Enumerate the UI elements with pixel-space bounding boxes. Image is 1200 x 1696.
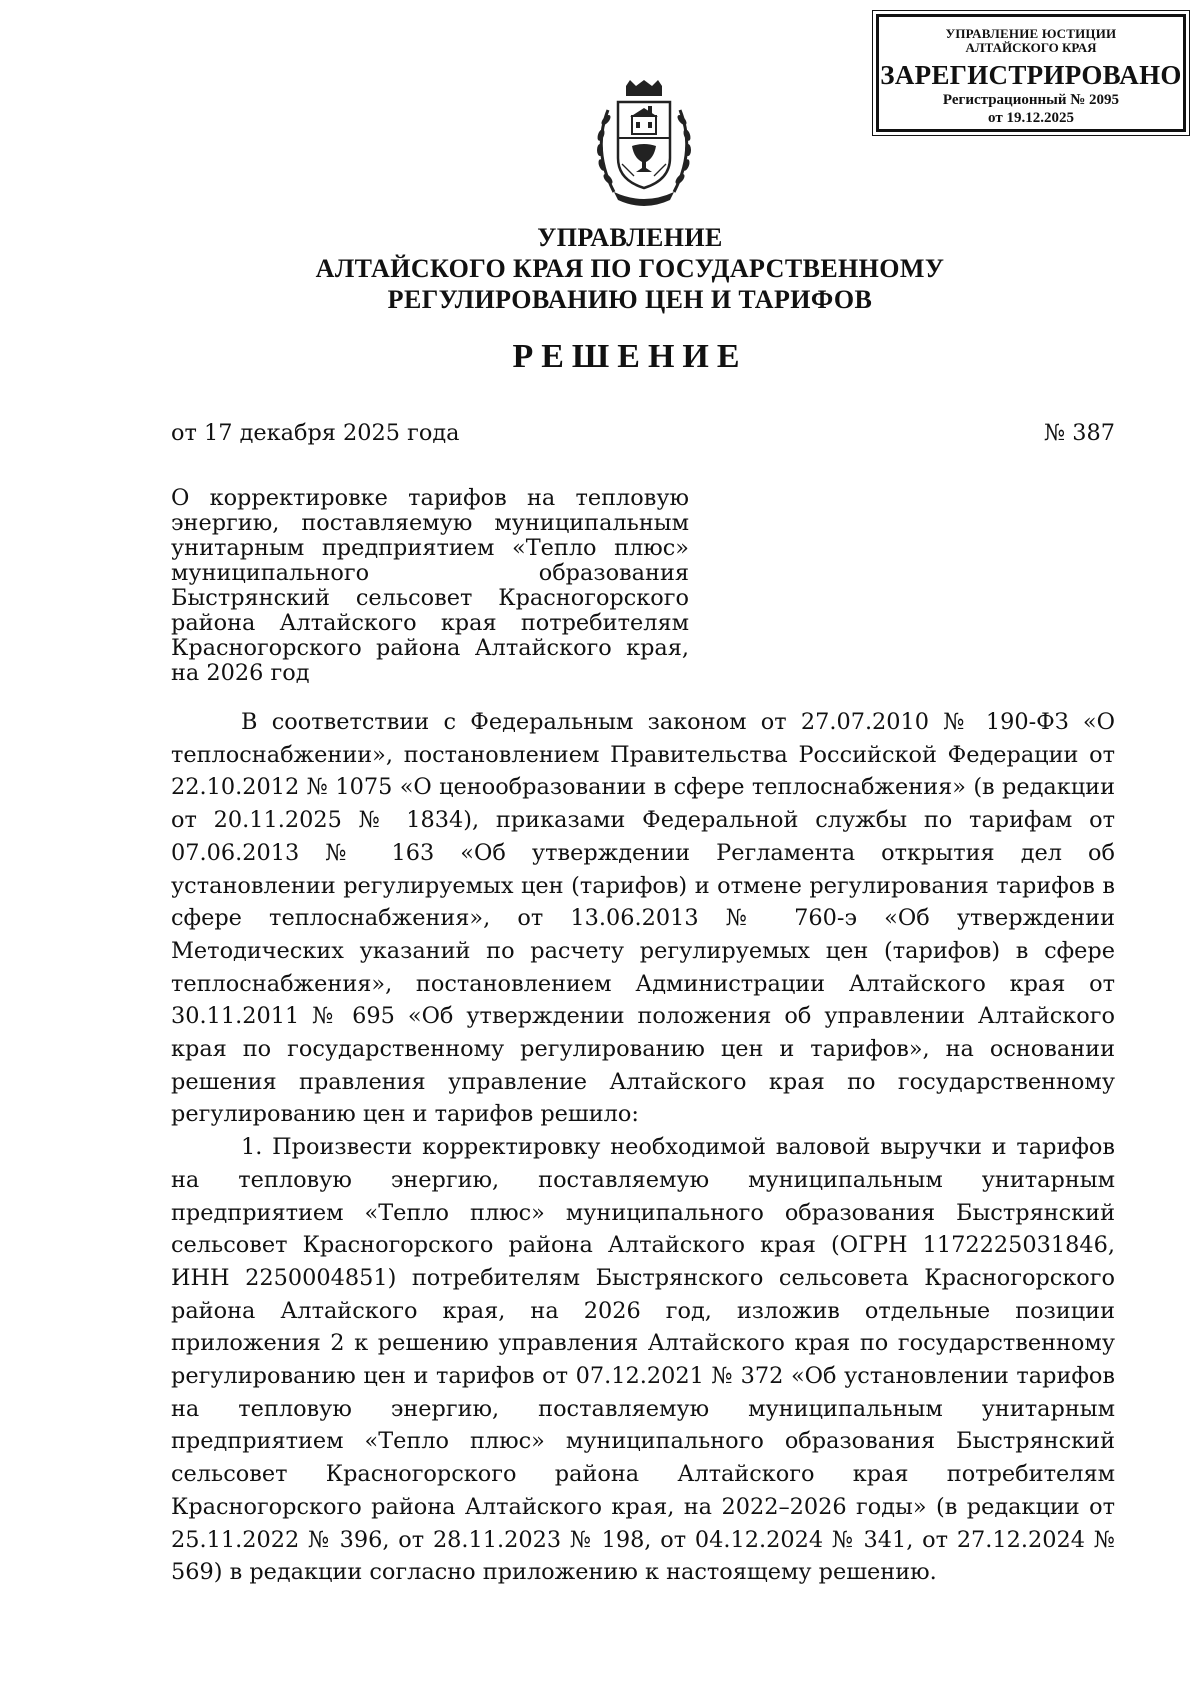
altai-krai-coat-of-arms-icon (584, 80, 704, 210)
document-subject: О корректировке тарифов на тепловую энергию, поставляемую муниципальным унитарным предприятием «Тепло плюс» муниципального образования Быстрянский сельсовет Красногорского района Алтайского края потребителям Красногорского района Алтайского края, на 2026 год (171, 485, 689, 686)
document-body (171, 706, 1115, 1589)
date-number-line (171, 420, 1115, 450)
stamp-authority-line1: УПРАВЛЕНИЕ ЮСТИЦИИ (945, 26, 1117, 41)
agency-name-line1: УПРАВЛЕНИЕ (537, 223, 723, 252)
agency-name (200, 222, 1060, 315)
document-date: от 17 декабря 2025 года (171, 420, 460, 446)
document-type-title: РЕШЕНИЕ (512, 338, 748, 375)
agency-name-line2: АЛТАЙСКОГО КРАЯ ПО ГОСУДАРСТВЕННОМУ (315, 254, 945, 283)
preamble-paragraph: В соответствии с Федеральным законом от 27.07.2010 № 190-ФЗ «О теплоснабжении», постановлением Правительства Российской Федерации от 22.10.2012 № 1075 «О ценообразовании в сфере теплоснабжения» (в редакции от 20.11.2025 № 1834), приказами Федеральной службы по тарифам от 07.06.2013 № 163 «Об утверждении Регламента открытия дел об установлении регулируемых цен (тарифов) и отмене регулирования тарифов в сфере теплоснабжения», от 13.06.2013 № 760-э «Об утверждении Методических указаний по расчету регулируемых цен (тарифов) в сфере теплоснабжения», постановлением Администрации Алтайского края от 30.11.2011 № 695 «Об утверждении положения об управлении Алтайского края по государственному регулированию цен и тарифов», на основании решения правления управление Алтайского края по государственному регулированию цен и тарифов решило: (171, 709, 1115, 1128)
item-1-paragraph: 1. Произвести корректировку необходимой валовой выручки и тарифов на тепловую энергию, поставляемую муниципальным унитарным предприятием «Тепло плюс» муниципального образования Быстрянский сельсовет Красногорского района Алтайского края (ОГРН 1172225031846, ИНН 2250004851) потребителям Быстрянского сельсовета Красногорского района Алтайского края, на 2026 год, изложив отдельные позиции приложения 2 к решению управления Алтайского края по государственному регулированию цен и тарифов от 07.12.2021 № 372 «Об установлении тарифов на тепловую энергию, поставляемую муниципальным унитарным предприятием «Тепло плюс» муниципального образования Быстрянский сельсовет Красногорского района Алтайского края потребителям Красногорского района Алтайского края, на 2022–2026 годы» (в редакции от 25.11.2022 № 396, от 28.11.2023 № 198, от 04.12.2024 № 341, от 27.12.2024 № 569) в редакции согласно приложению к настоящему решению. (171, 1134, 1115, 1586)
stamp-reg-date: от 19.12.2025 (988, 110, 1074, 126)
registration-stamp (876, 14, 1186, 132)
document-number: № 387 (1043, 420, 1115, 446)
stamp-status: ЗАРЕГИСТРИРОВАНО (880, 60, 1182, 90)
agency-name-line3: РЕГУЛИРОВАНИЮ ЦЕН И ТАРИФОВ (387, 285, 873, 314)
stamp-reg-number: Регистрационный № 2095 (942, 92, 1120, 108)
stamp-authority-line2: АЛТАЙСКОГО КРАЯ (965, 40, 1097, 55)
